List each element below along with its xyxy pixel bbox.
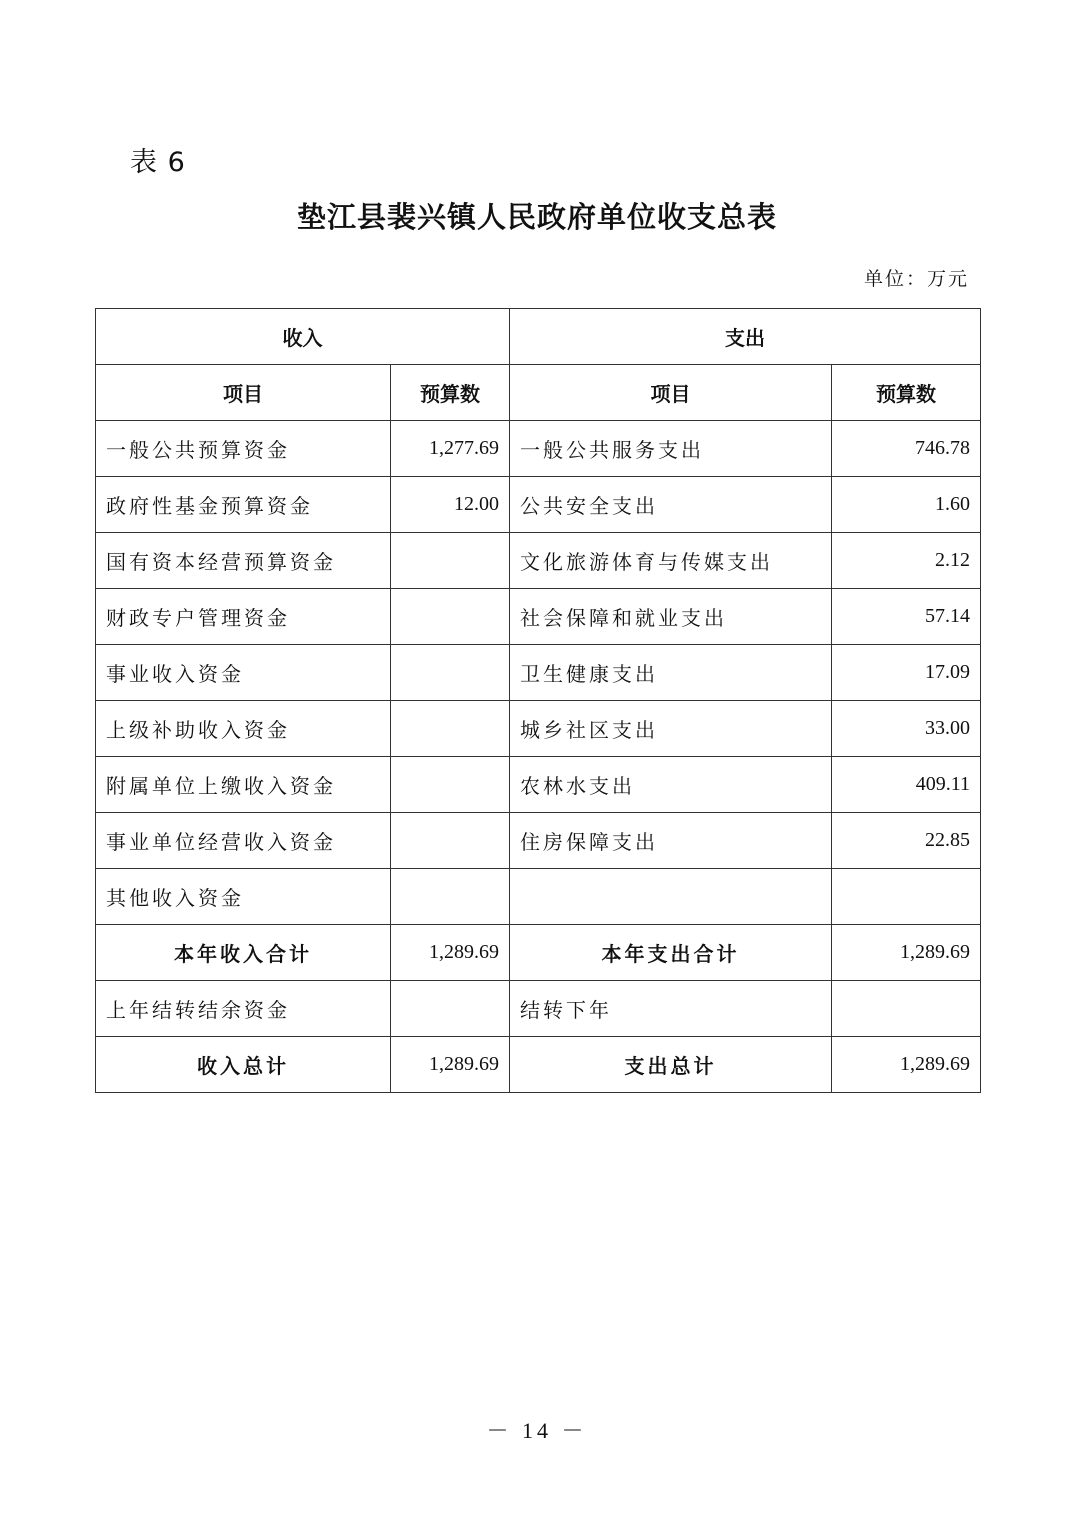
income-amount <box>391 589 510 645</box>
expense-section-header: 支出 <box>510 309 981 365</box>
income-item: 财政专户管理资金 <box>96 589 391 645</box>
expense-amount: 17.09 <box>832 645 981 701</box>
expense-item: 公共安全支出 <box>510 477 832 533</box>
expense-amount: 1.60 <box>832 477 981 533</box>
income-item: 国有资本经营预算资金 <box>96 533 391 589</box>
income-amount <box>391 869 510 925</box>
grand-total-row <box>96 1037 981 1093</box>
expense-carryover-item: 结转下年 <box>510 981 832 1037</box>
expense-item: 文化旅游体育与传媒支出 <box>510 533 832 589</box>
income-amount <box>391 645 510 701</box>
expense-amount: 746.78 <box>832 421 981 477</box>
unit-note: 单位：万元 <box>863 268 969 290</box>
income-budget-header: 预算数 <box>391 365 510 421</box>
expense-item-header: 项目 <box>510 365 832 421</box>
carryover-row <box>96 981 981 1037</box>
expense-item: 农林水支出 <box>510 757 832 813</box>
expense-amount: 57.14 <box>832 589 981 645</box>
year-total-row <box>96 925 981 981</box>
expense-amount: 22.85 <box>832 813 981 869</box>
table-label: 表 6 <box>130 147 186 178</box>
expense-amount: 2.12 <box>832 533 981 589</box>
income-grand-total-label: 收入总计 <box>96 1037 391 1093</box>
income-section-header: 收入 <box>96 309 510 365</box>
expense-item: 社会保障和就业支出 <box>510 589 832 645</box>
expense-item: 城乡社区支出 <box>510 701 832 757</box>
income-item: 事业收入资金 <box>96 645 391 701</box>
expense-item: 一般公共服务支出 <box>510 421 832 477</box>
income-carryover-amount <box>391 981 510 1037</box>
expense-item <box>510 869 832 925</box>
income-item: 政府性基金预算资金 <box>96 477 391 533</box>
income-amount <box>391 701 510 757</box>
income-amount: 12.00 <box>391 477 510 533</box>
table-row <box>96 869 981 925</box>
income-grand-total-amount: 1,289.69 <box>391 1037 510 1093</box>
table-row <box>96 757 981 813</box>
income-item: 附属单位上缴收入资金 <box>96 757 391 813</box>
income-amount <box>391 533 510 589</box>
expense-amount <box>832 869 981 925</box>
income-year-total-label: 本年收入合计 <box>96 925 391 981</box>
column-header-row <box>96 365 981 421</box>
table-row <box>96 645 981 701</box>
expense-amount: 409.11 <box>832 757 981 813</box>
expense-year-total-label: 本年支出合计 <box>510 925 832 981</box>
document-title: 垫江县裴兴镇人民政府单位收支总表 <box>296 200 777 234</box>
expense-item: 卫生健康支出 <box>510 645 832 701</box>
income-item: 其他收入资金 <box>96 869 391 925</box>
table-row <box>96 701 981 757</box>
income-item: 事业单位经营收入资金 <box>96 813 391 869</box>
expense-grand-total-label: 支出总计 <box>510 1037 832 1093</box>
table-row <box>96 533 981 589</box>
income-amount <box>391 813 510 869</box>
expense-item: 住房保障支出 <box>510 813 832 869</box>
expense-grand-total-amount: 1,289.69 <box>832 1037 981 1093</box>
income-item-header: 项目 <box>96 365 391 421</box>
table-row <box>96 421 981 477</box>
page-number: － 14 － <box>486 1418 588 1443</box>
budget-summary-table <box>95 308 981 1093</box>
expense-amount: 33.00 <box>832 701 981 757</box>
expense-budget-header: 预算数 <box>832 365 981 421</box>
income-item: 上级补助收入资金 <box>96 701 391 757</box>
income-amount <box>391 757 510 813</box>
section-header-row <box>96 309 981 365</box>
table-row <box>96 813 981 869</box>
table-row <box>96 589 981 645</box>
income-item: 一般公共预算资金 <box>96 421 391 477</box>
income-carryover-item: 上年结转结余资金 <box>96 981 391 1037</box>
expense-year-total-amount: 1,289.69 <box>832 925 981 981</box>
table-row <box>96 477 981 533</box>
income-amount: 1,277.69 <box>391 421 510 477</box>
expense-carryover-amount <box>832 981 981 1037</box>
income-year-total-amount: 1,289.69 <box>391 925 510 981</box>
